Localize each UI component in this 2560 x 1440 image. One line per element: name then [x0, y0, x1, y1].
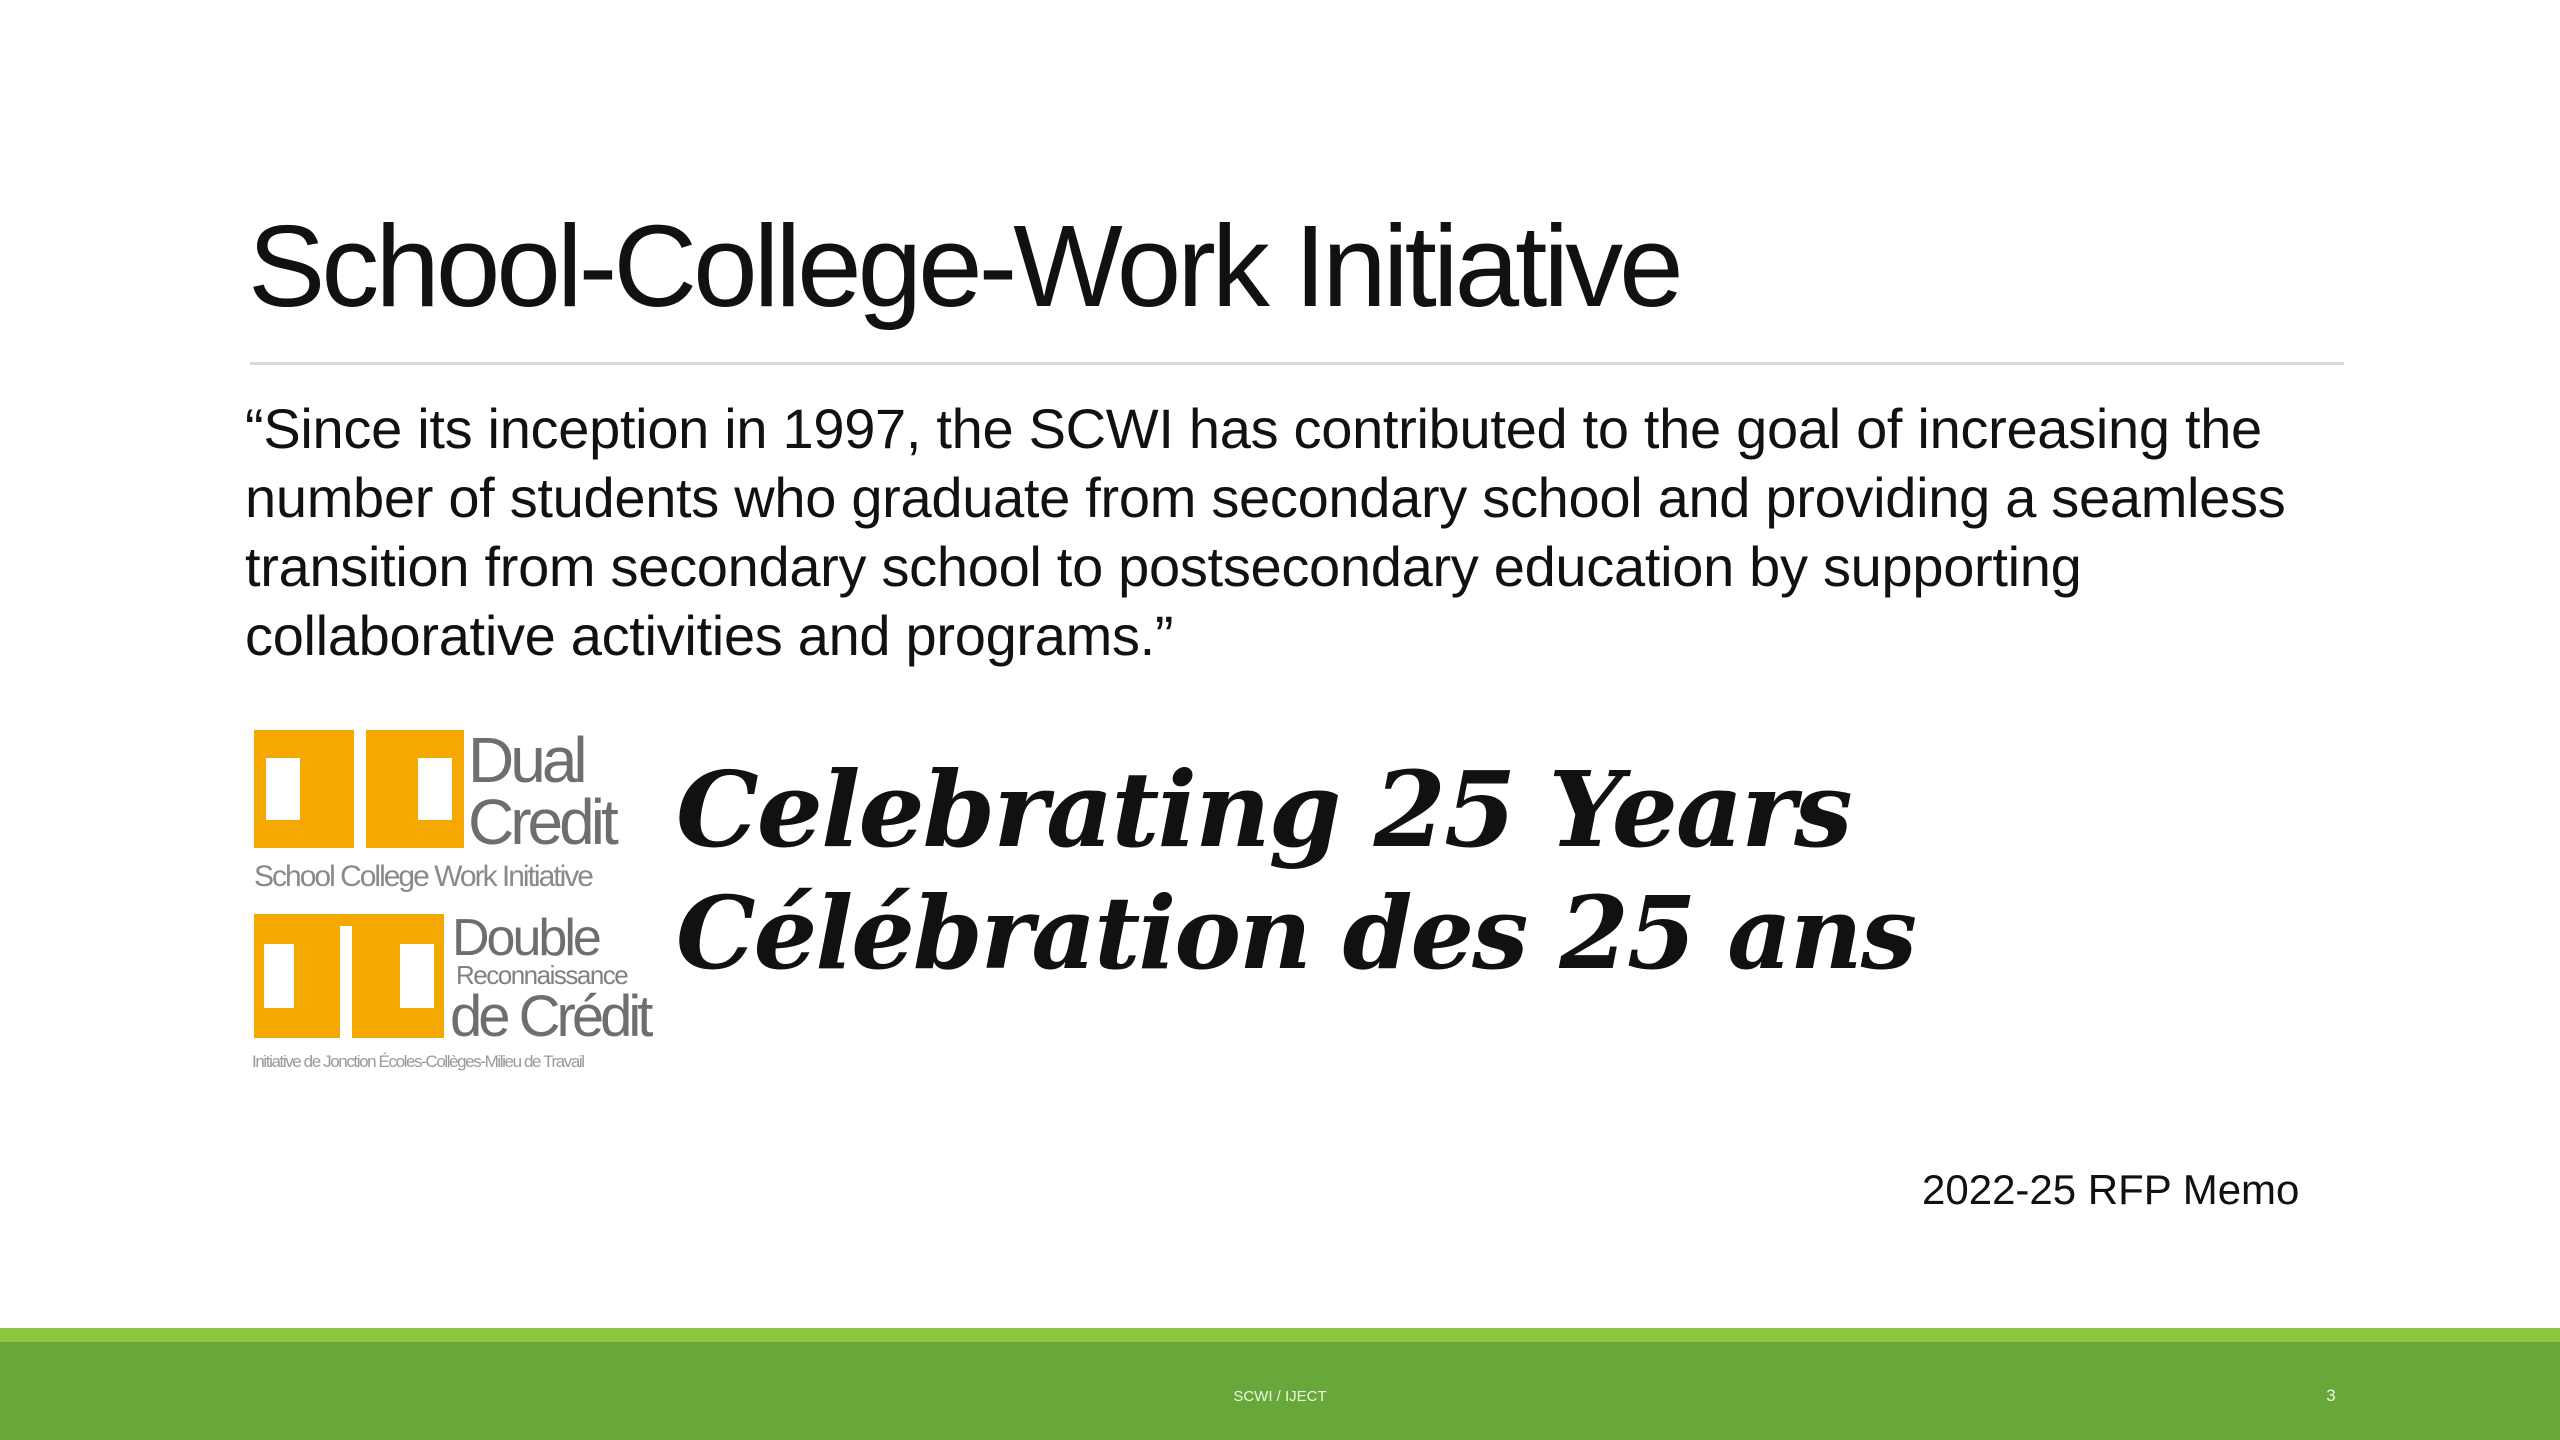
- logo-word-dual: Dual: [468, 724, 584, 796]
- celebration-banner: [676, 746, 1915, 992]
- dual-credit-logo: [250, 726, 656, 1076]
- logo-subtitle-english: School College Work Initiative: [254, 860, 592, 893]
- logo-word-de-credit: de Crédit: [450, 984, 650, 1049]
- title-divider: [250, 362, 2344, 365]
- celebration-english: Celebrating 25 Years: [676, 748, 1851, 871]
- quote-text: “Since its inception in 1997, the SCWI has contributed to the goal of increasing the number of students who graduate from secondary school and providing a seamless transition from secondary school to postsecondary education by supporting collaborative activities and programs.”: [245, 397, 2286, 667]
- slide-footer: [0, 1342, 2560, 1440]
- celebration-french: Célébration des 25 ans: [676, 874, 1916, 992]
- logo-word-credit: Credit: [468, 786, 615, 858]
- logo-subtitle-french: Initiative de Jonction Écoles-Collèges-Milieu de Travail: [252, 1052, 584, 1071]
- memo-label: 2022-25 RFP Memo: [1922, 1166, 2300, 1213]
- logo-word-reconnaissance: Reconnaissance: [456, 960, 628, 990]
- double-credit-mark-icon: [254, 914, 444, 1038]
- footer-accent-stripe: [0, 1328, 2560, 1342]
- dual-credit-logo-french: [250, 909, 656, 1076]
- logo-word-double: Double: [452, 909, 599, 967]
- dual-credit-mark-icon: [254, 730, 464, 848]
- footer-center-text: SCWI / IJECT: [1233, 1388, 1327, 1405]
- slide-page-number: 3: [2326, 1386, 2336, 1405]
- slide-title: School-College-Work Initiative: [248, 201, 1680, 331]
- dual-credit-logo-english: [250, 726, 656, 894]
